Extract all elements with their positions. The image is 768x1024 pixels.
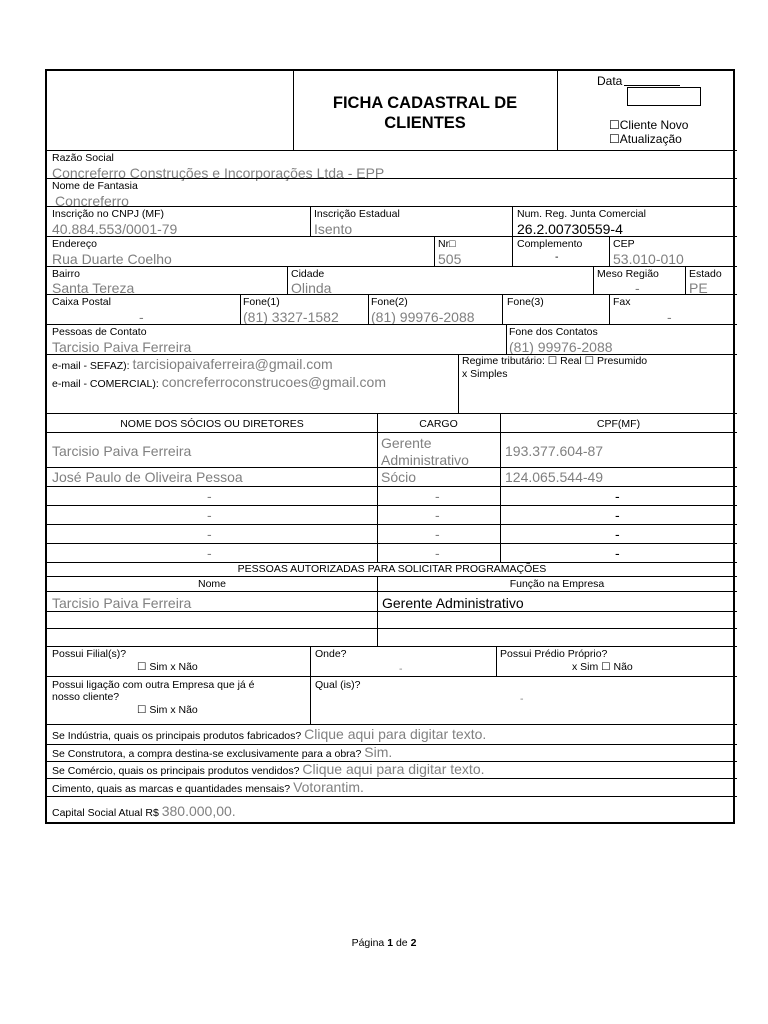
fantasia-label: Nome de Fantasia <box>52 180 138 192</box>
qual-label: Qual (is)? <box>315 679 361 691</box>
fax-field[interactable]: - <box>667 309 672 325</box>
fone1-label: Fone(1) <box>243 296 280 308</box>
complemento-field[interactable]: - <box>555 251 559 263</box>
ligacao-line2: nosso cliente? <box>52 691 120 703</box>
cidade-label: Cidade <box>291 268 325 280</box>
socio-1-cargo-line2[interactable]: Administrativo <box>381 452 469 468</box>
socios-header-cargo: CARGO <box>419 418 458 430</box>
cimento-question <box>52 781 364 795</box>
fone2-label: Fone(2) <box>371 296 408 308</box>
predio-options[interactable]: x Sim ☐ Não <box>572 661 633 673</box>
cnpj-label: Inscrição no CNPJ (MF) <box>52 208 165 220</box>
bairro-field[interactable]: Santa Tereza <box>52 280 135 296</box>
capital-field[interactable]: 380.000,00. <box>161 803 236 819</box>
cep-field[interactable]: 53.010-010 <box>613 251 684 267</box>
socios-header-nome: NOME DOS SÓCIOS OU DIRETORES <box>120 418 304 430</box>
autorizadas-header-funcao: Função na Empresa <box>509 578 605 590</box>
numero-field[interactable]: 505 <box>438 251 462 267</box>
industria-question <box>52 728 486 742</box>
socio-6-nome[interactable]: - <box>207 545 212 561</box>
socio-2-cpf[interactable]: 124.065.544-49 <box>505 469 604 485</box>
estado-label: Estado <box>689 268 722 280</box>
contato-field[interactable]: Tarcisio Paiva Ferreira <box>52 339 192 355</box>
email-comercial-label: e-mail - COMERCIAL): <box>52 378 159 390</box>
endereco-field[interactable]: Rua Duarte Coelho <box>52 251 172 267</box>
bairro-label: Bairro <box>52 268 81 280</box>
title-line-2: CLIENTES <box>384 114 466 132</box>
autorizada-1-nome[interactable]: Tarcisio Paiva Ferreira <box>52 595 192 611</box>
construtora-question <box>52 746 392 760</box>
filial-label: Possui Filial(s)? <box>52 648 127 660</box>
page-number: 1 <box>387 937 394 949</box>
ligacao-line1: Possui ligação com outra Empresa que já é <box>52 679 255 691</box>
email-sefaz-field[interactable]: tarcisiopaivaferreira@gmail.com <box>132 356 333 372</box>
socio-6-cargo[interactable]: - <box>435 545 440 561</box>
capital-question <box>52 805 236 819</box>
complemento-label: Complemento <box>517 238 583 250</box>
page-footer <box>0 937 768 949</box>
meso-field[interactable]: - <box>635 280 640 296</box>
capital-label: Capital Social Atual R$ <box>52 807 159 819</box>
socio-1-cpf[interactable]: 193.377.604-87 <box>505 443 604 459</box>
page-total: 2 <box>410 937 417 949</box>
socio-5-cargo[interactable]: - <box>435 526 440 542</box>
construtora-label: Se Construtora, a compra destina-se exclusivamente para a obra? <box>52 748 362 760</box>
form-title <box>293 93 557 133</box>
fax-label: Fax <box>613 296 631 308</box>
autorizadas-title: PESSOAS AUTORIZADAS PARA SOLICITAR PROGRAMAÇÕES <box>237 563 547 575</box>
fone2-field[interactable]: (81) 99976-2088 <box>371 309 475 325</box>
fone3-label: Fone(3) <box>507 296 544 308</box>
fone-contatos-field[interactable]: (81) 99976-2088 <box>509 339 613 355</box>
filial-options[interactable]: ☐ Sim x Não <box>137 661 198 673</box>
comercio-field[interactable]: Clique aqui para digitar texto. <box>302 761 485 777</box>
cidade-field[interactable]: Olinda <box>291 280 332 296</box>
client-registration-form <box>45 69 735 824</box>
email-sefaz-label: e-mail - SEFAZ): <box>52 360 130 372</box>
cep-label: CEP <box>613 238 635 250</box>
page-of-word: de <box>395 937 408 949</box>
email-comercial-field[interactable]: concreferroconstrucoes@gmail.com <box>161 374 386 390</box>
autorizadas-header-nome: Nome <box>197 578 226 590</box>
cimento-field[interactable]: Votorantim. <box>293 779 364 795</box>
cimento-label: Cimento, quais as marcas e quantidades mensais? <box>52 783 291 795</box>
socio-3-cpf[interactable]: - <box>615 488 620 504</box>
date-field[interactable] <box>627 87 701 106</box>
onde-field[interactable]: - <box>399 663 403 675</box>
caixa-postal-label: Caixa Postal <box>52 296 111 308</box>
industria-field[interactable]: Clique aqui para digitar texto. <box>304 726 487 742</box>
socio-3-nome[interactable]: - <box>207 488 212 504</box>
socio-5-nome[interactable]: - <box>207 526 212 542</box>
industria-label: Se Indústria, quais os principais produtos fabricados? <box>52 730 302 742</box>
socio-2-nome[interactable]: José Paulo de Oliveira Pessoa <box>52 469 243 485</box>
regime-tributario-options[interactable]: Regime tributário: ☐ Real ☐ Presumido <box>462 355 648 367</box>
predio-label: Possui Prédio Próprio? <box>500 648 608 660</box>
socio-2-cargo[interactable]: Sócio <box>381 469 417 485</box>
estado-field[interactable]: PE <box>689 280 708 296</box>
ie-label: Inscrição Estadual <box>314 208 400 220</box>
meso-label: Meso Região <box>597 268 659 280</box>
cnpj-field[interactable]: 40.884.553/0001-79 <box>52 221 178 237</box>
fone-contatos-label: Fone dos Contatos <box>509 326 598 338</box>
regime-simples-option[interactable]: x Simples <box>462 368 508 380</box>
date-label: Data <box>597 74 623 88</box>
socio-4-nome[interactable]: - <box>207 507 212 523</box>
qual-field[interactable]: - <box>520 693 524 705</box>
razao-social-field[interactable]: Concreferro Construções e Incorporações Ltda - EPP <box>52 165 385 181</box>
contato-label: Pessoas de Contato <box>52 326 147 338</box>
socio-1-cargo-line1[interactable]: Gerente <box>381 435 432 451</box>
comercio-question <box>52 763 485 777</box>
onde-label: Onde? <box>315 648 347 660</box>
page-word: Página <box>351 937 385 949</box>
fone1-field[interactable]: (81) 3327-1582 <box>243 309 339 325</box>
construtora-field[interactable]: Sim. <box>364 744 393 760</box>
fantasia-field[interactable]: Concreferro <box>55 193 129 209</box>
socio-1-nome[interactable]: Tarcisio Paiva Ferreira <box>52 443 192 459</box>
caixa-postal-field[interactable]: - <box>139 309 144 325</box>
title-line-1: FICHA CADASTRAL DE <box>332 94 518 112</box>
comercio-label: Se Comércio, quais os principais produtos vendidos? <box>52 765 300 777</box>
socios-header-cpf: CPF(MF) <box>596 418 641 430</box>
endereco-label: Endereço <box>52 238 97 250</box>
numero-label: Nr□ <box>438 238 456 250</box>
checkbox-update[interactable]: ☐Atualização <box>609 132 682 146</box>
checkbox-new-client[interactable]: ☐Cliente Novo <box>609 118 689 132</box>
razao-social-label: Razão Social <box>52 152 114 164</box>
socio-3-cargo[interactable]: - <box>435 488 440 504</box>
socio-5-cpf[interactable]: - <box>615 526 620 542</box>
ligacao-options[interactable]: ☐ Sim x Não <box>137 704 198 716</box>
junta-label: Num. Reg. Junta Comercial <box>517 208 646 220</box>
email-sefaz <box>52 358 333 372</box>
socio-4-cargo[interactable]: - <box>435 507 440 523</box>
socio-6-cpf[interactable]: - <box>615 545 620 561</box>
socio-4-cpf[interactable]: - <box>615 507 620 523</box>
autorizada-1-funcao[interactable]: Gerente Administrativo <box>382 595 524 611</box>
junta-field[interactable]: 26.2.00730559-4 <box>517 221 623 237</box>
email-comercial <box>52 376 386 390</box>
ie-field[interactable]: Isento <box>314 221 353 237</box>
